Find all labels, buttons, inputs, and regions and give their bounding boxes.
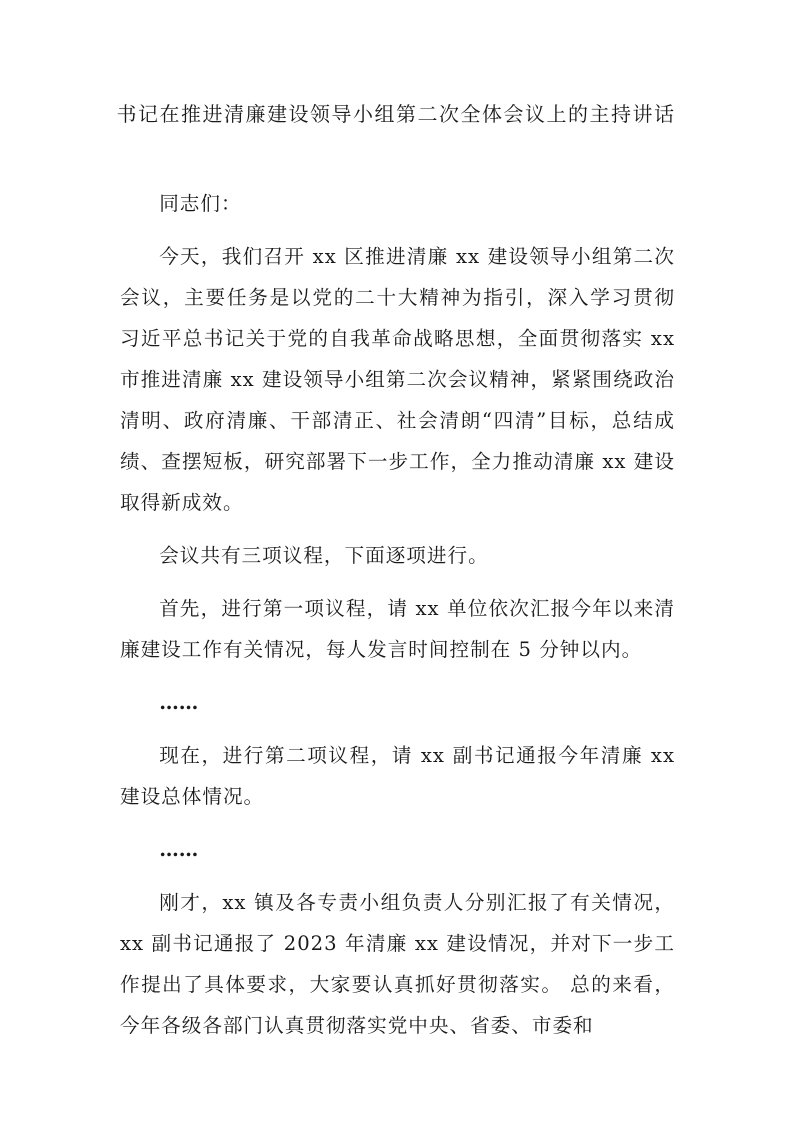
ellipsis-2: …… [159,838,199,861]
document-title: 书记在推进清廉建设领导小组第二次全体会议上的主持讲话 [116,102,676,126]
paragraph-agenda: 会议共有三项议程，下面逐项进行。 [159,544,489,567]
document-body [120,183,675,1058]
paragraph-summary: 刚才，xx 镇及各专责小组负责人分别汇报了有关情况，xx 副书记通报了 2023 年清廉 xx 建设情况，并对下一步工作提出了具体要求，大家要认真抓好贯彻落实。 总的来看，今年各级各部门认真贯彻落实党中央、省委、市委和 [120,891,675,1037]
paragraph-first-item: 首先，进行第一项议程，请 xx 单位依次汇报今年以来清廉建设工作有关情况，每人发言时间控制在 5 分钟以内。 [120,597,675,661]
salutation: 同志们： [159,192,242,215]
paragraph-second-item: 现在，进行第二项议程，请 xx 副书记通报今年清廉 xx 建设总体情况。 [120,744,675,808]
ellipsis-1: …… [159,691,199,714]
paragraph-opening: 今天，我们召开 xx 区推进清廉 xx 建设领导小组第二次会议，主要任务是以党的二十大精神为指引，深入学习贯彻习近平总书记关于党的自我革命战略思想，全面贯彻落实 xx 市推进清廉 xx 建设领导小组第二次会议精神，紧紧围绕政治清明、政府清廉、干部清正、社会清朗“四清”目标，总结成绩、查摆短板，研究部署下一步工作，全力推动清廉 xx 建设取得新成效。 [120,245,675,514]
